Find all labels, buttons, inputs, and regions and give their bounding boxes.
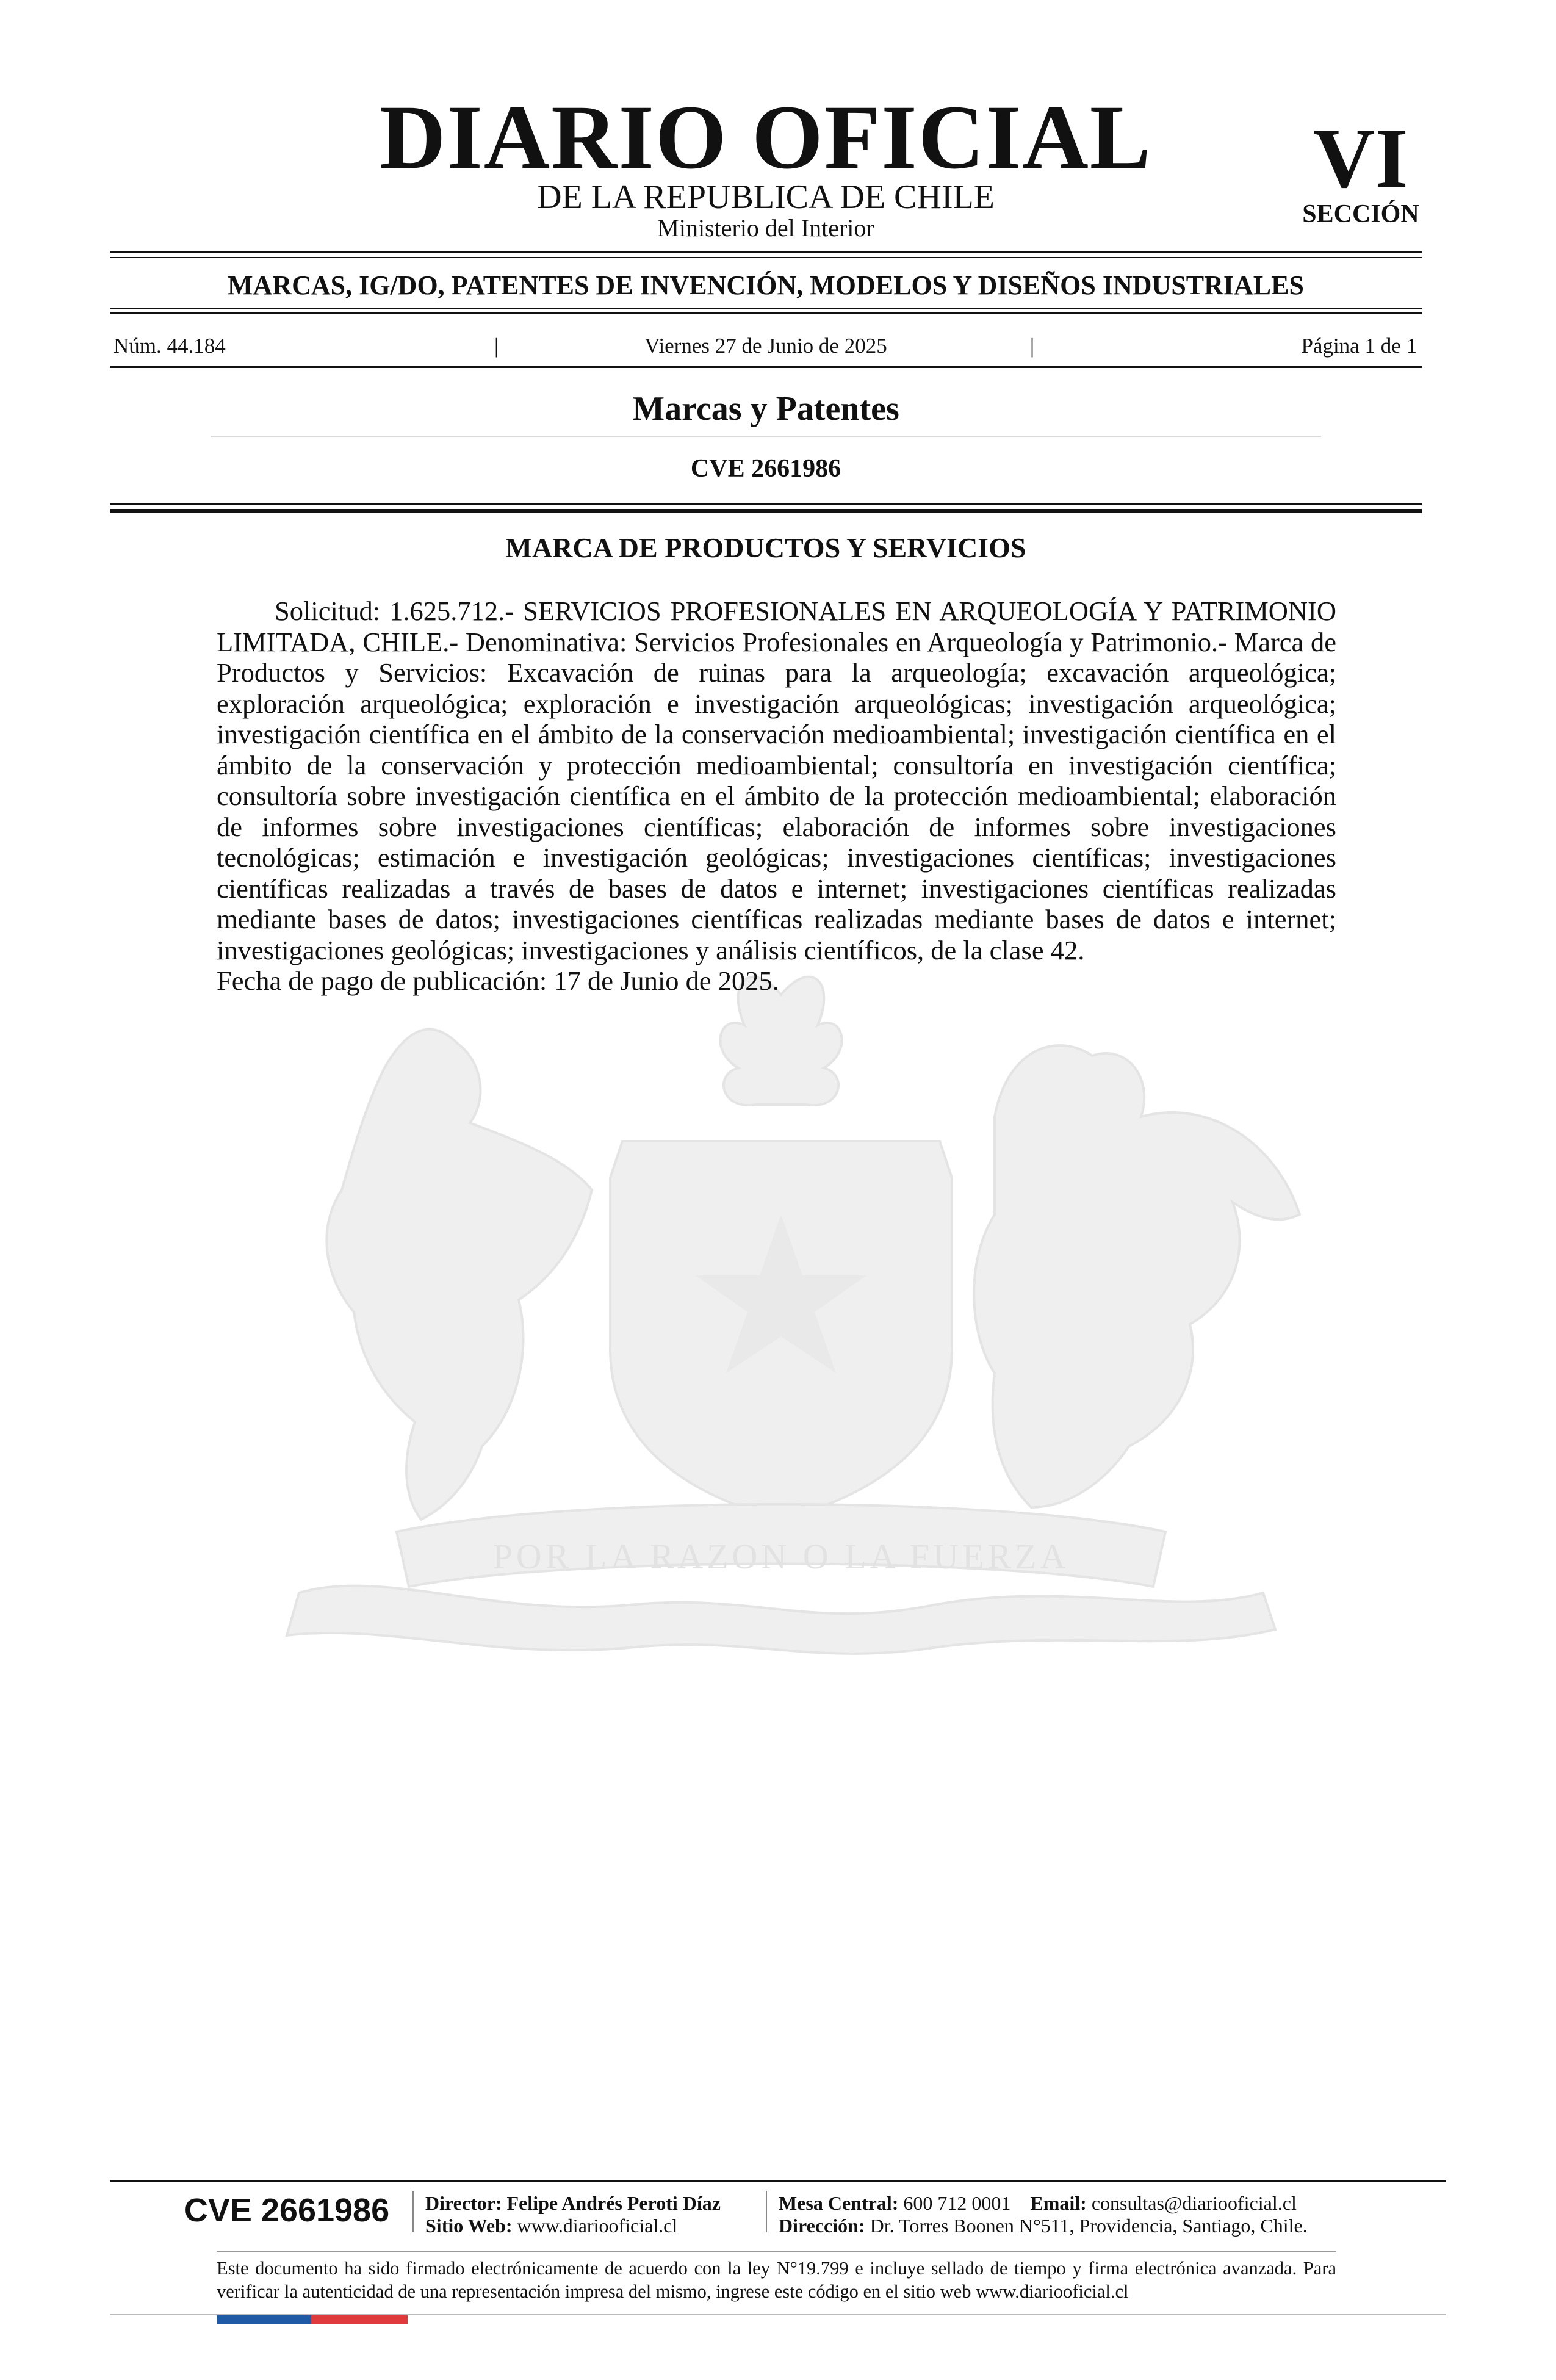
cve-rule-top <box>110 503 1422 505</box>
footer-cve: CVE 2661986 <box>184 2192 390 2229</box>
newspaper-subtitle: DE LA REPUBLICA DE CHILE <box>537 178 995 216</box>
footer-separator <box>766 2191 767 2232</box>
newspaper-title: DIARIO OFICIAL <box>380 87 1152 188</box>
website-link[interactable]: www.diariooficial.cl <box>517 2215 678 2237</box>
director-label: Director: <box>425 2192 502 2214</box>
section-number: VI <box>1313 111 1408 206</box>
section-rule-bottom <box>110 312 1422 314</box>
page-indicator: Página 1 de 1 <box>1301 334 1417 358</box>
application-text: Solicitud: 1.625.712.- SERVICIOS PROFESIONALES EN ARQUEOLOGÍA Y PATRIMONIO LIMITADA, CHILE.- Denominativa: Servicios Profesionales en Arqueología y Patrimonio.- Marca de Productos y Servicios: Excavación de ruinas para la arqueología; excavación arqueológica; exploración arqueológica; exploración e investigación arqueológicas; investigación arqueológica; investigación científica en el ámbito de la conservación medioambiental; investigación científica en el ámbito de la conservación y protección medioambiental; consultoría en investigación científica; consultoría sobre investigación científica en el ámbito de la protección medioambiental; elaboración de informes sobre investigaciones científicas; elaboración de informes sobre investigaciones tecnológicas; estimación e investigación geológicas; investigaciones científicas; investigaciones científicas realizadas a través de bases de datos e internet; investigaciones científicas realizadas mediante bases de datos; investigaciones científicas realizadas mediante bases de datos e internet; investigaciones geológicas; investigaciones y análisis científicos, de la clase 42. <box>217 596 1336 965</box>
email-label: Email: <box>1030 2192 1087 2214</box>
director-name: Felipe Andrés Peroti Díaz <box>506 2192 721 2214</box>
phone-label: Mesa Central: <box>779 2192 899 2214</box>
website-line <box>425 2214 677 2237</box>
watermark-motto: POR LA RAZON O LA FUERZA <box>492 1537 1070 1576</box>
document-heading: Marcas y Patentes <box>632 390 899 428</box>
info-rule <box>110 366 1422 368</box>
issue-number: Núm. 44.184 <box>113 334 226 358</box>
legal-notice: Este documento ha sido firmado electrónicamente de acuerdo con la ley N°19.799 e incluye sellado de tiempo y firma electrónica avanzada. Para verificar la autenticidad de una representación impresa del mismo, ingrese este código en el sitio web www.diariooficial.cl <box>217 2258 1336 2302</box>
address-label: Dirección: <box>779 2215 865 2237</box>
masthead-rule-bottom <box>110 257 1422 258</box>
section-rule-top <box>110 308 1422 309</box>
section-label: SECCIÓN <box>1302 200 1419 228</box>
document-body <box>217 596 1336 997</box>
legal-rule <box>217 2251 1336 2252</box>
email-link[interactable]: consultas@diariooficial.cl <box>1091 2192 1297 2214</box>
cve-rule-bottom <box>110 509 1422 513</box>
address-text: Dr. Torres Boonen N°511, Providencia, Santiago, Chile. <box>870 2215 1308 2237</box>
footer-separator <box>412 2191 414 2232</box>
flag-stripe-blue <box>217 2315 311 2324</box>
heading-divider <box>211 436 1321 437</box>
masthead-rule-top <box>110 251 1422 253</box>
director-line <box>425 2191 721 2215</box>
issue-date: Viernes 27 de Junio de 2025 <box>644 334 887 358</box>
section-title: MARCAS, IG/DO, PATENTES DE INVENCIÓN, MODELOS Y DISEÑOS INDUSTRIALES <box>228 270 1304 300</box>
payment-date: Fecha de pago de publicación: 17 de Junio de 2025. <box>217 965 779 996</box>
address-line <box>779 2214 1308 2237</box>
info-separator: | <box>494 334 499 358</box>
content-title: MARCA DE PRODUCTOS Y SERVICIOS <box>505 532 1026 563</box>
contact-line <box>779 2191 1297 2215</box>
ministry-name: Ministerio del Interior <box>657 214 874 242</box>
flag-stripe-red <box>311 2315 408 2324</box>
document-cve: CVE 2661986 <box>690 455 841 483</box>
coat-of-arms-watermark <box>201 958 1361 1690</box>
footer-rule <box>110 2180 1446 2182</box>
website-label: Sitio Web: <box>425 2215 513 2237</box>
phone-number: 600 712 0001 <box>903 2192 1011 2214</box>
info-separator: | <box>1030 334 1035 358</box>
